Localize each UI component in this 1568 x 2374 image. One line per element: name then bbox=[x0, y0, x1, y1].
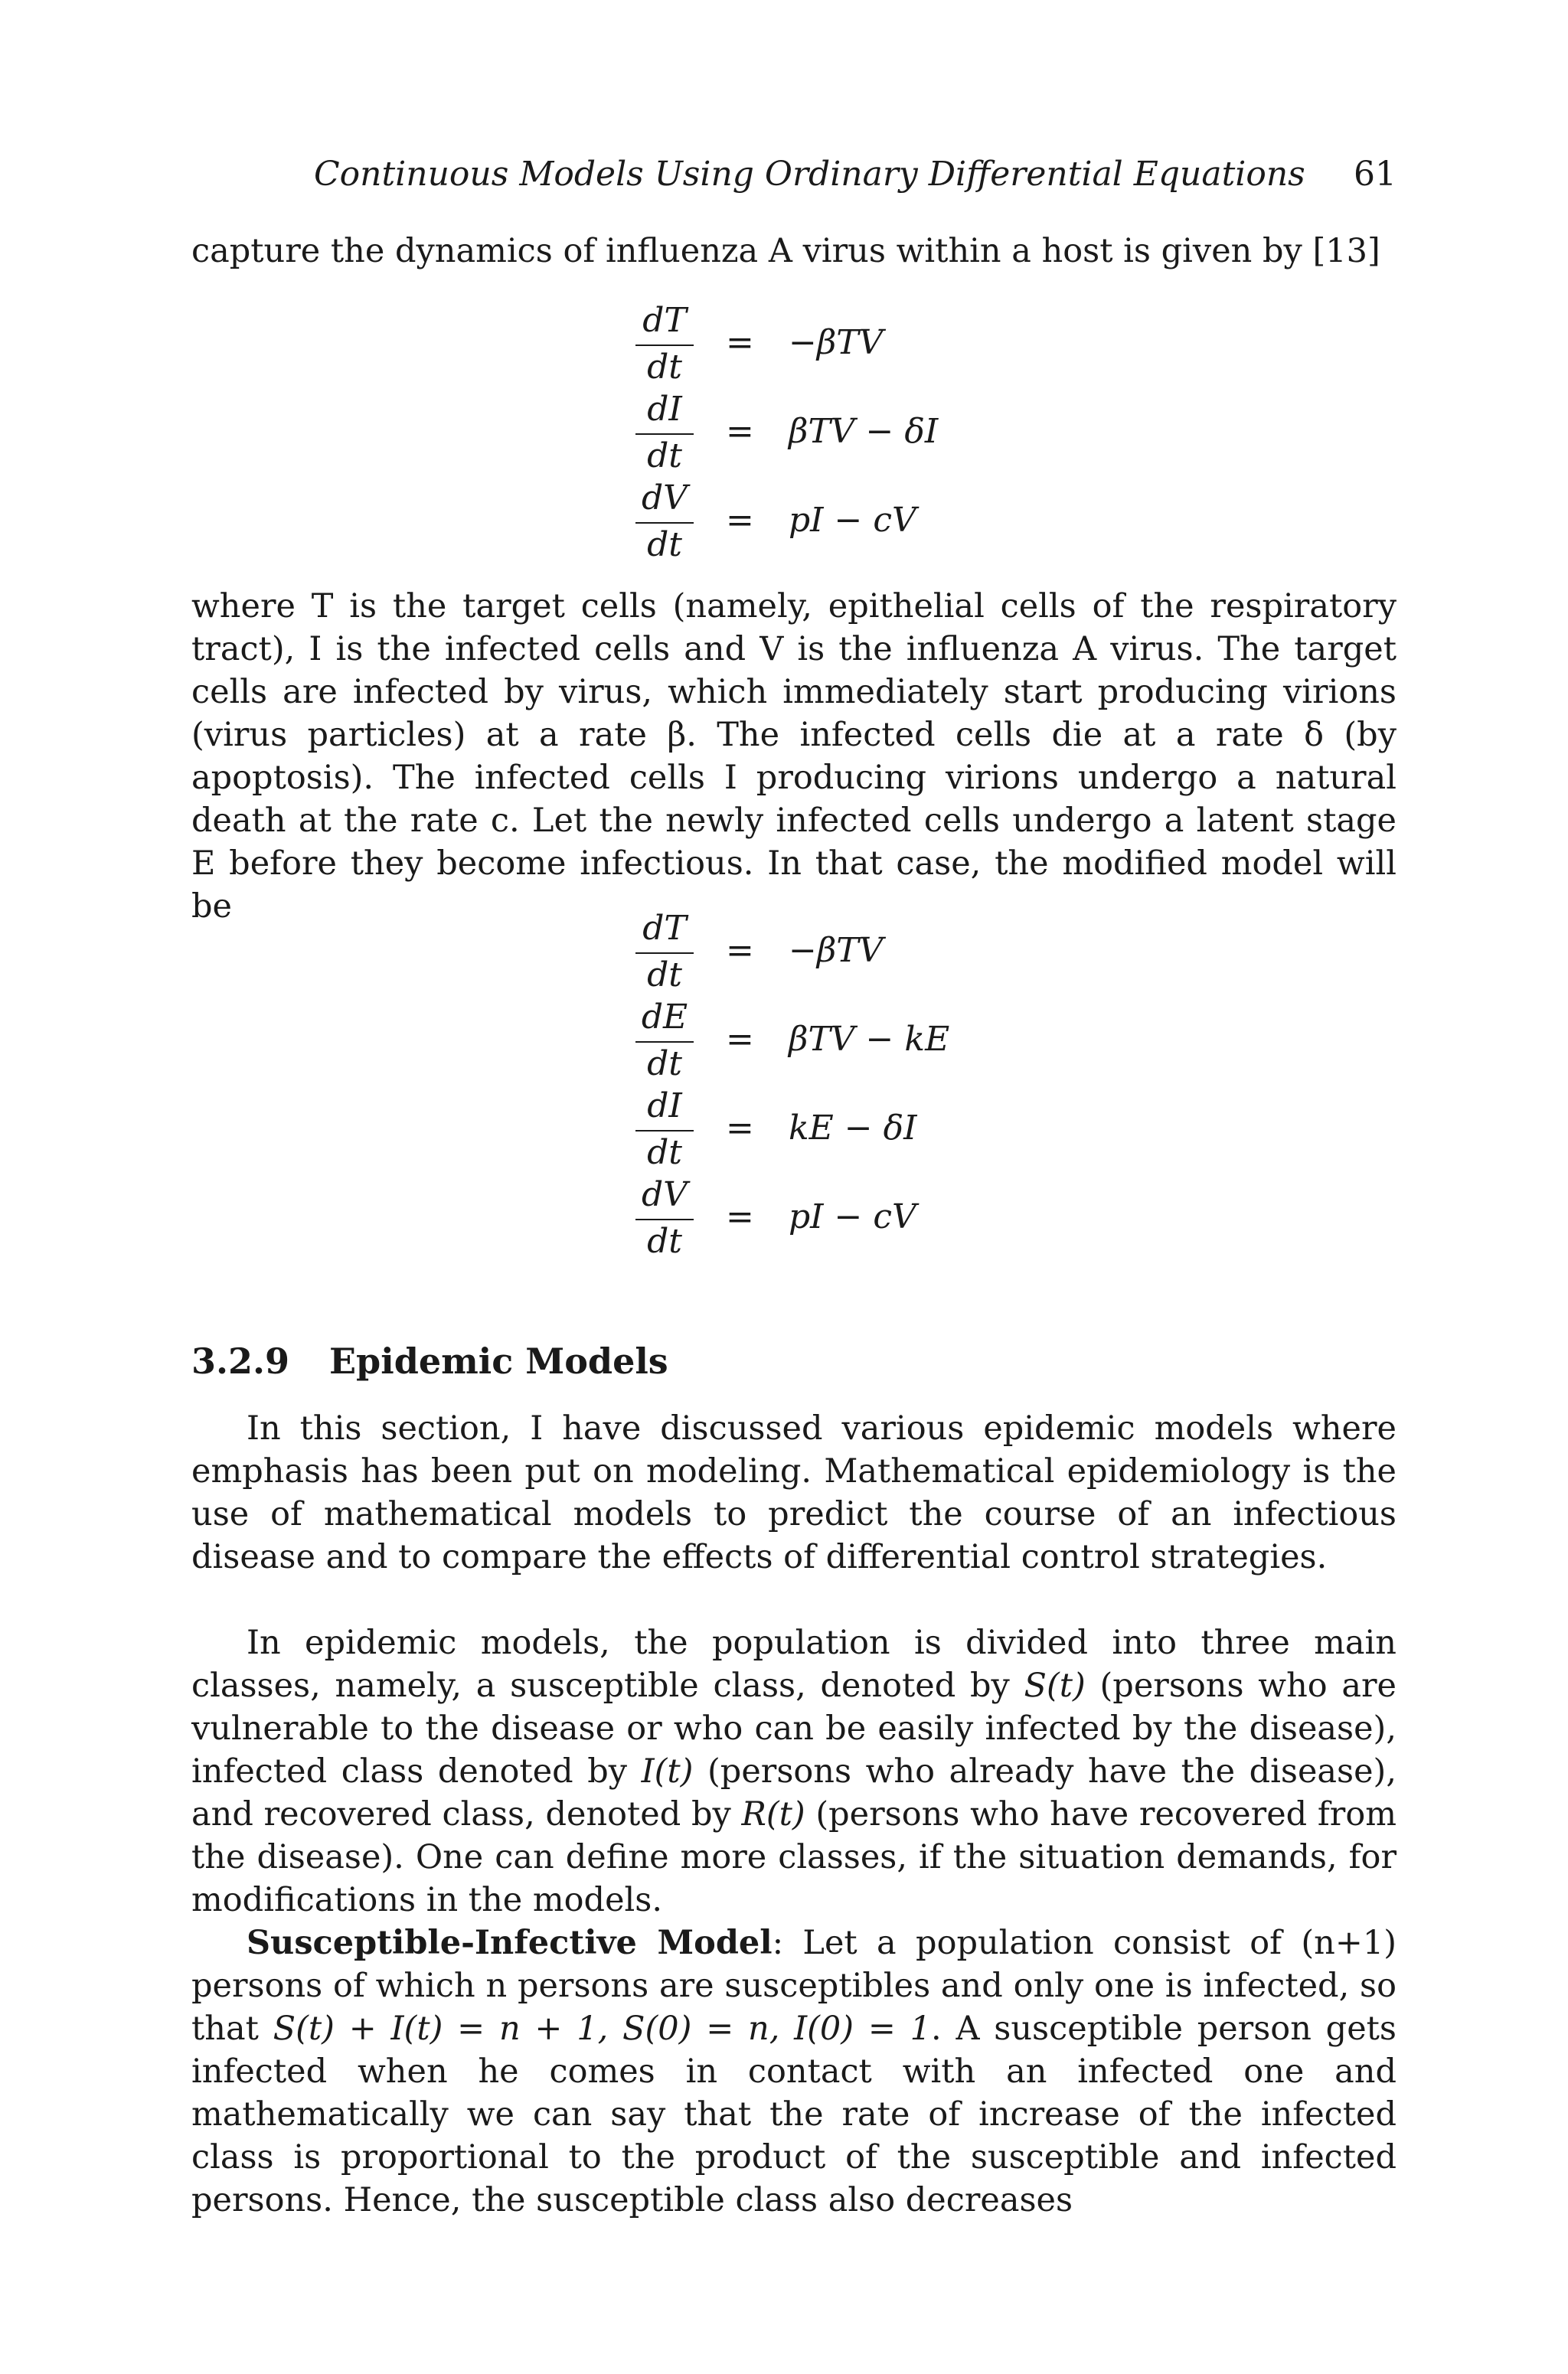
fraction-denominator: dt bbox=[647, 1044, 682, 1083]
fraction-denominator: dt bbox=[647, 348, 682, 387]
fraction-denominator: dt bbox=[647, 436, 682, 475]
equation-row bbox=[628, 1174, 1240, 1263]
equals-sign: = bbox=[726, 412, 754, 451]
equals-sign: = bbox=[726, 931, 754, 970]
text-run: (persons who already have the disease), and recovered class, denoted by bbox=[191, 1752, 1396, 1834]
fraction-denominator: dt bbox=[647, 1222, 682, 1261]
text-run: In epidemic models, the population is divided into three main classes, namely, a susceptible class, denoted by bbox=[191, 1624, 1396, 1705]
math-susceptible: S(t) bbox=[1024, 1667, 1086, 1705]
math-infected: I(t) bbox=[641, 1752, 694, 1791]
text-run: . A susceptible person gets infected when he comes in contact with an infected one and mathematically we can say that the rate of increase of the infected class is proportional to the product of the susceptible and infected persons. Hence, the susceptible class also decreases bbox=[191, 2010, 1396, 2219]
fraction-numerator: dT bbox=[642, 301, 687, 340]
equals-sign: = bbox=[726, 1020, 754, 1059]
equation-rhs: pI − cV bbox=[789, 1197, 916, 1236]
si-model-label: Susceptible-Infective Model bbox=[247, 1924, 773, 1962]
equation-row bbox=[628, 389, 1240, 478]
equals-sign: = bbox=[726, 1109, 754, 1148]
math-initial-conditions: S(t) + I(t) = n + 1, S(0) = n, I(0) = 1 bbox=[273, 2010, 931, 2048]
running-title: Continuous Models Using Ordinary Differential Equations bbox=[314, 155, 1305, 194]
running-head bbox=[191, 152, 1396, 198]
section-heading bbox=[191, 1338, 668, 1384]
fraction-denominator: dt bbox=[647, 955, 682, 994]
paragraph-population-classes bbox=[191, 1621, 1396, 1922]
fraction-numerator: dI bbox=[647, 1086, 682, 1125]
equation-row bbox=[628, 997, 1240, 1086]
section-title: Epidemic Models bbox=[329, 1340, 668, 1382]
equation-rhs: kE − δI bbox=[789, 1109, 917, 1148]
equation-rhs: −βTV bbox=[789, 323, 884, 362]
equals-sign: = bbox=[726, 323, 754, 362]
math-recovered: R(t) bbox=[741, 1795, 805, 1834]
equation-rhs: βTV − δI bbox=[789, 412, 939, 451]
fraction-numerator: dV bbox=[642, 478, 688, 518]
paragraph-section-intro: In this section, I have discussed various epidemic models where emphasis has been put on modeling. Mathematical epidemiology is the use of mathematical models to predict the course of an infectious disease and to compare the effects of differential control strategies. bbox=[191, 1409, 1396, 1576]
intro-line: capture the dynamics of influenza A virus within a host is given by [13] bbox=[191, 232, 1380, 270]
fraction-denominator: dt bbox=[647, 525, 682, 564]
fraction-denominator: dt bbox=[647, 1133, 682, 1172]
text-run: : Let a population consist of (n+1) persons of which n persons are susceptibles and only one is infected, so that bbox=[191, 1924, 1396, 2048]
equation-rhs: pI − cV bbox=[789, 501, 916, 540]
equation-rhs: βTV − kE bbox=[789, 1020, 950, 1059]
equation-rhs: −βTV bbox=[789, 931, 884, 970]
fraction-numerator: dT bbox=[642, 909, 687, 948]
paragraph-si-model bbox=[191, 1922, 1396, 2222]
fraction-numerator: dE bbox=[641, 998, 688, 1037]
equals-sign: = bbox=[726, 1197, 754, 1236]
equation-row bbox=[628, 478, 1240, 567]
section-number: 3.2.9 bbox=[191, 1340, 290, 1382]
text-run: (persons who have recovered from the disease). One can define more classes, if the situation demands, for modifications in the models. bbox=[191, 1795, 1396, 1919]
page-number: 61 bbox=[1354, 155, 1396, 194]
fraction-numerator: dI bbox=[647, 390, 682, 429]
equation-row bbox=[628, 300, 1240, 389]
fraction-numerator: dV bbox=[642, 1175, 688, 1214]
paragraph-model-description: where T is the target cells (namely, epithelial cells of the respiratory tract), I is the infected cells and V is the influenza A virus. The target cells are infected by virus, which immediately start producing virions (virus particles) at a rate β. The infected cells die at a rate δ (by apoptosis). The infected cells I producing virions undergo a natural death at the rate c. Let the newly infected cells undergo a latent stage E before they become infectious. In that case, the modified model will be bbox=[191, 587, 1396, 926]
equals-sign: = bbox=[726, 501, 754, 540]
text-run: (persons who are vulnerable to the disease or who can be easily infected by the disease), infected class denoted by bbox=[191, 1667, 1396, 1791]
equation-row bbox=[628, 908, 1240, 997]
equation-row bbox=[628, 1086, 1240, 1174]
